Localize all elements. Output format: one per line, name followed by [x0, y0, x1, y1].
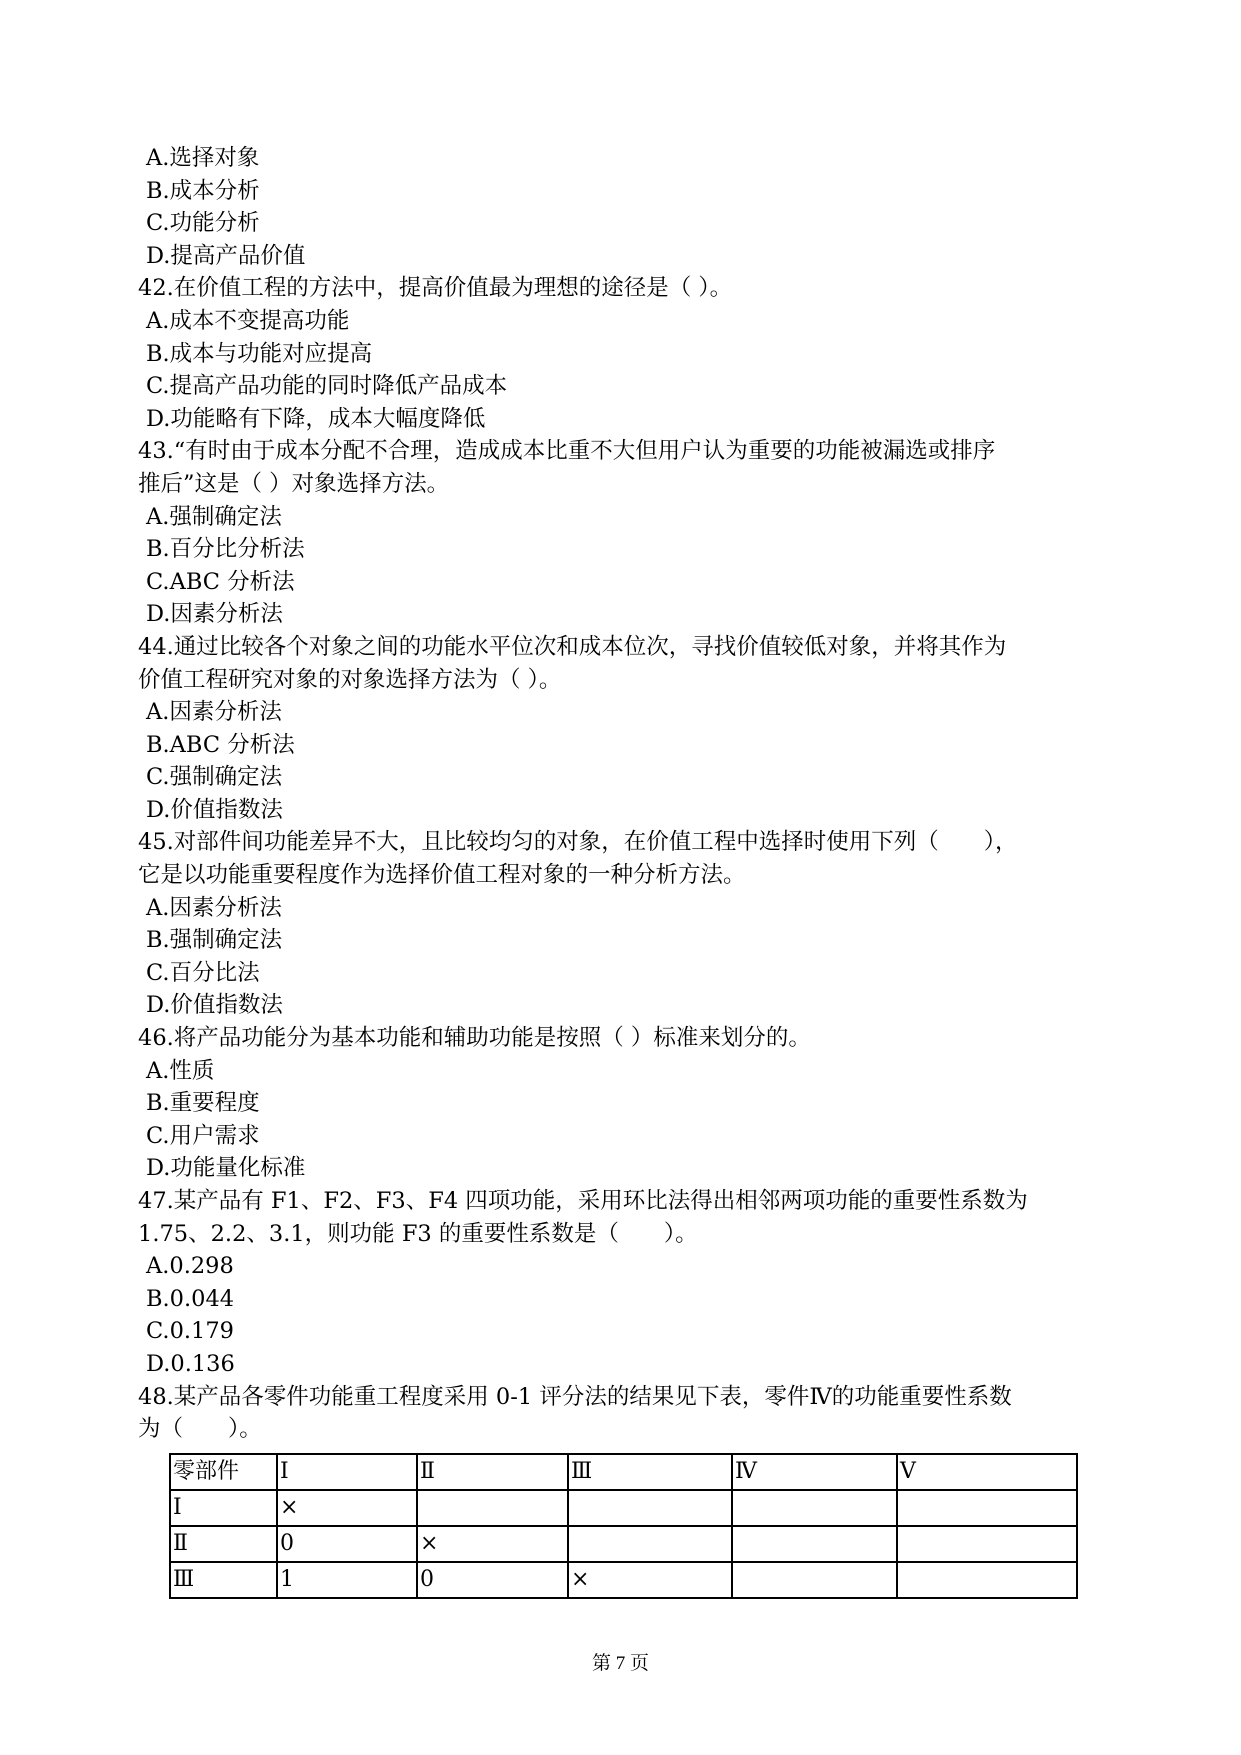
- question-text: 46.将产品功能分为基本功能和辅助功能是按照（ ）标准来划分的。: [138, 1025, 811, 1052]
- table-row: [170, 1526, 1077, 1562]
- option-c: C.强制确定法: [146, 764, 283, 791]
- option-c: C.0.179: [146, 1318, 234, 1345]
- table-cell: 0: [277, 1526, 417, 1562]
- table-cell: ×: [277, 1490, 417, 1526]
- option-d: D.价值指数法: [146, 992, 283, 1019]
- table-cell: 0: [417, 1562, 568, 1598]
- option-c: C.功能分析: [146, 210, 260, 237]
- table-cell: [897, 1562, 1077, 1598]
- option-c: C.ABC 分析法: [146, 568, 295, 595]
- option-a: A.性质: [146, 1057, 215, 1084]
- option-a: A.选择对象: [146, 145, 260, 171]
- table-cell: [568, 1526, 732, 1562]
- question-text: 48.某产品各零件功能重工程度采用 0-1 评分法的结果见下表，零件Ⅳ的功能重要性系数: [138, 1383, 1012, 1410]
- option-a: A.因素分析法: [146, 894, 282, 921]
- option-d: D.价值指数法: [146, 796, 283, 823]
- option-b: B.成本分析: [146, 177, 260, 204]
- question-47: [138, 1185, 1108, 1381]
- page-number: 第 7 页: [591, 1653, 649, 1674]
- table-cell: 1: [277, 1562, 417, 1598]
- table-cell: Ⅰ: [170, 1490, 277, 1526]
- option-a: A.成本不变提高功能: [146, 307, 350, 334]
- table-cell: [568, 1490, 732, 1526]
- table-header-cell: 零部件: [170, 1454, 277, 1490]
- question-text: 45.对部件间功能差异不大，且比较均匀的对象，在价值工程中选择时使用下列（ ），: [138, 829, 1018, 856]
- question-text-cont: 1.75、2.2、3.1，则功能 F3 的重要性系数是（ ）。: [138, 1220, 698, 1247]
- table-cell: Ⅲ: [170, 1562, 277, 1598]
- question-text: 47.某产品有 F1、F2、F3、F4 四项功能，采用环比法得出相邻两项功能的重要性系数为: [138, 1188, 1028, 1214]
- question-43: [138, 435, 1108, 631]
- question-48: [138, 1381, 1108, 1446]
- option-list-q41: [138, 142, 1108, 272]
- question-text-cont: 推后”这是（ ）对象选择方法。: [138, 470, 450, 497]
- table-cell: [732, 1490, 897, 1526]
- table-row: [170, 1490, 1077, 1526]
- option-b: B.重要程度: [146, 1090, 260, 1117]
- question-44: [138, 631, 1108, 827]
- option-d: D.功能略有下降，成本大幅度降低: [146, 405, 486, 432]
- option-d: D.功能量化标准: [146, 1155, 306, 1182]
- option-a: A.因素分析法: [146, 699, 282, 726]
- option-d: D.提高产品价值: [146, 242, 306, 269]
- option-b: B.成本与功能对应提高: [146, 340, 373, 367]
- option-d: D.0.136: [146, 1350, 235, 1377]
- question-text-cont: 为（ ）。: [138, 1416, 262, 1443]
- question-text: 42.在价值工程的方法中，提高价值最为理想的途径是（ ）。: [138, 275, 733, 302]
- option-c: C.提高产品功能的同时降低产品成本: [146, 373, 508, 400]
- question-text-cont: 价值工程研究对象的对象选择方法为（ ）。: [138, 666, 562, 693]
- question-content: [138, 142, 1108, 1446]
- table-cell: [732, 1526, 897, 1562]
- option-b: B.强制确定法: [146, 927, 283, 954]
- option-c: C.百分比法: [146, 959, 260, 986]
- table-cell: [897, 1490, 1077, 1526]
- option-b: B.百分比分析法: [146, 536, 305, 563]
- option-b: B.0.044: [146, 1285, 235, 1312]
- table-header-cell: Ⅰ: [277, 1454, 417, 1490]
- table-cell: [732, 1562, 897, 1598]
- option-d: D.因素分析法: [146, 601, 283, 628]
- table-cell: [417, 1490, 568, 1526]
- table-header-cell: Ⅴ: [897, 1454, 1077, 1490]
- question-text: 43.“有时由于成本分配不合理，造成成本比重不大但用户认为重要的功能被漏选或排序: [138, 438, 996, 465]
- table-header-cell: Ⅱ: [417, 1454, 568, 1490]
- scoring-table: [169, 1453, 1078, 1599]
- table-header-cell: Ⅲ: [568, 1454, 732, 1490]
- table-cell: [897, 1526, 1077, 1562]
- table-cell: ×: [417, 1526, 568, 1562]
- table-row: [170, 1562, 1077, 1598]
- option-c: C.用户需求: [146, 1122, 260, 1149]
- option-a: A.0.298: [146, 1253, 234, 1280]
- option-a: A.强制确定法: [146, 503, 282, 530]
- table-cell: Ⅱ: [170, 1526, 277, 1562]
- table-header-row: [170, 1454, 1077, 1490]
- option-b: B.ABC 分析法: [146, 731, 295, 758]
- question-text-cont: 它是以功能重要程度作为选择价值工程对象的一种分析方法。: [138, 862, 746, 889]
- table-header-cell: Ⅳ: [732, 1454, 897, 1490]
- question-42: [138, 272, 1108, 435]
- question-46: [138, 1022, 1108, 1185]
- table-cell: ×: [568, 1562, 732, 1598]
- question-45: [138, 826, 1108, 1022]
- question-text: 44.通过比较各个对象之间的功能水平位次和成本位次，寻找价值较低对象，并将其作为: [138, 633, 1007, 660]
